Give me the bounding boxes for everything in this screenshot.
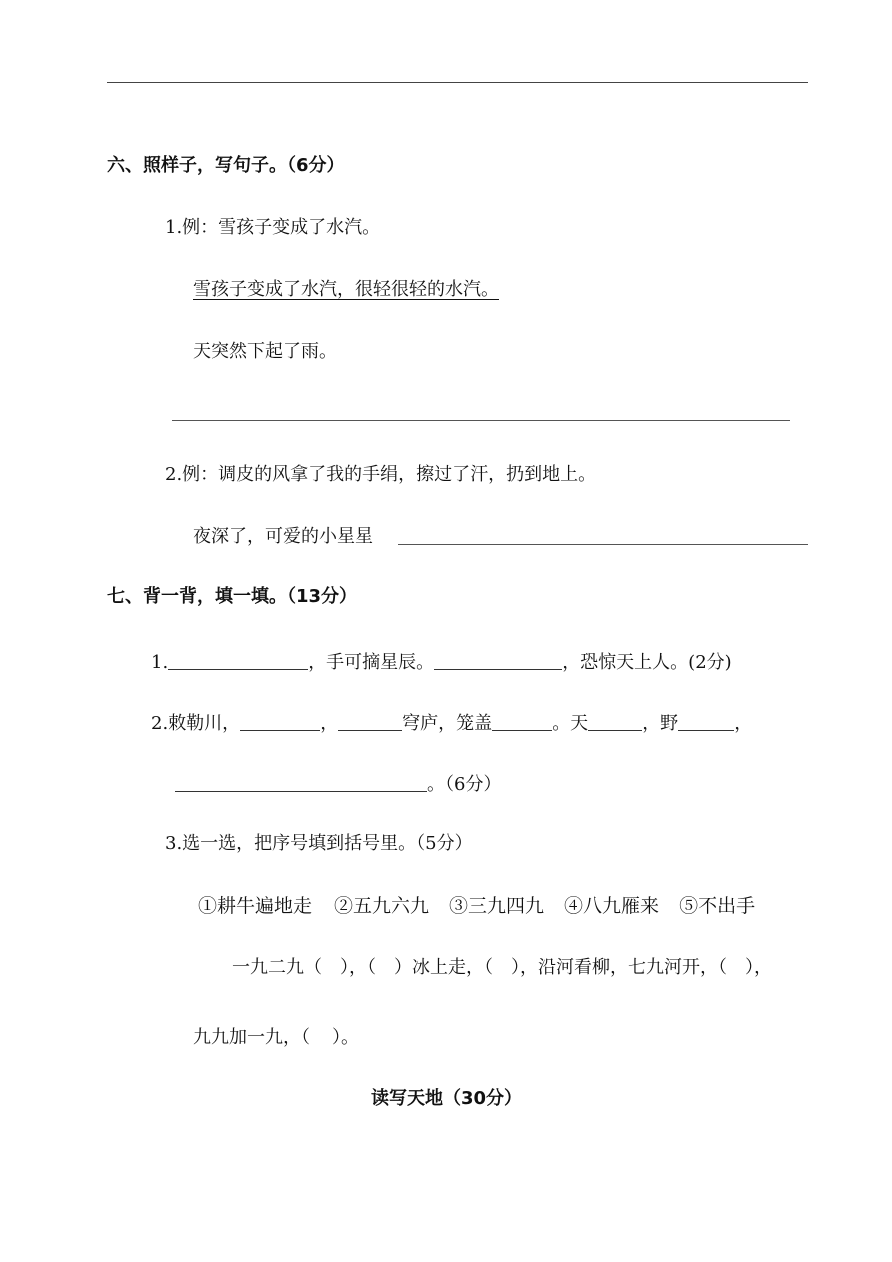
q6-1-answer-line[interactable] <box>172 420 790 421</box>
q6-2-answer-line[interactable] <box>398 544 808 545</box>
q6-2-prompt: 2.例：调皮的风拿了我的手绢，擦过了汗，扔到地上。 <box>165 464 597 485</box>
q7-3-text-g: ）。 <box>332 1027 359 1048</box>
q6-1-task: 天突然下起了雨。 <box>193 341 337 362</box>
q7-2-blank-6[interactable] <box>175 773 427 792</box>
q7-3-prompt: 3.选一选，把序号填到括号里。（5分） <box>165 833 473 854</box>
q7-3-text-e: ）， <box>745 957 772 978</box>
q7-2-tian: 。天 <box>552 713 589 734</box>
q7-3-line-2 <box>193 1029 359 1047</box>
option-3: ③三九四九 <box>449 895 545 917</box>
q7-1-blank-2[interactable] <box>434 651 562 670</box>
q6-1-prompt: 1.例：雪孩子变成了水汽。 <box>165 217 381 238</box>
q7-2-line <box>151 712 752 733</box>
q7-2-comma-2: ， <box>734 713 753 734</box>
top-rule <box>107 82 808 83</box>
q7-3-line-1 <box>232 959 772 977</box>
q7-2-blank-4[interactable] <box>588 712 642 731</box>
q7-3-text-a: 一九二九（ <box>232 957 322 978</box>
q7-2-end: 。（6分） <box>427 774 502 795</box>
q7-1-line <box>151 651 732 672</box>
q7-3-text-f: 九九加一九，（ <box>193 1027 310 1048</box>
option-2: ②五九六九 <box>334 895 430 917</box>
option-1: ①耕牛遍地走 <box>198 895 313 917</box>
q7-3-options <box>198 897 755 916</box>
q6-1-example-answer: 雪孩子变成了水汽，很轻很轻的水汽。 <box>193 279 499 300</box>
q7-2-comma-1: ， <box>320 713 339 734</box>
q7-2-ye: ，野 <box>642 713 679 734</box>
q7-1-part-1: ，手可摘星辰。 <box>308 652 435 673</box>
q7-2-blank-3[interactable] <box>492 712 552 731</box>
q7-1-blank-1[interactable] <box>168 651 308 670</box>
section-7-heading: 七、背一背，填一填。（13分） <box>107 586 358 607</box>
q7-3-text-d: ），沿河看柳，七九河开，（ <box>511 957 727 978</box>
q7-2-start: 敕勒川， <box>168 713 241 734</box>
q7-2-blank-2[interactable] <box>338 712 402 731</box>
q7-1-part-2: ，恐惊天上人。(2分) <box>562 652 732 673</box>
q7-2-qionglu: 穹庐，笼盖 <box>402 713 493 734</box>
q7-2-number: 2. <box>151 713 169 734</box>
q7-1-number: 1. <box>151 652 169 673</box>
q6-2-task: 夜深了，可爱的小星星 <box>193 526 373 547</box>
option-4: ④八九雁来 <box>564 895 660 917</box>
section-6-heading: 六、照样子，写句子。（6分） <box>107 155 345 176</box>
q7-3-text-c: ）冰上走，（ <box>394 957 493 978</box>
q7-2-blank-5[interactable] <box>678 712 734 731</box>
reading-writing-title: 读写天地（30分） <box>371 1088 523 1109</box>
option-5: ⑤不出手 <box>679 895 756 917</box>
q7-3-text-b: ），（ <box>340 957 376 978</box>
q7-2-blank-1[interactable] <box>240 712 320 731</box>
q7-2-line-2 <box>175 773 501 794</box>
